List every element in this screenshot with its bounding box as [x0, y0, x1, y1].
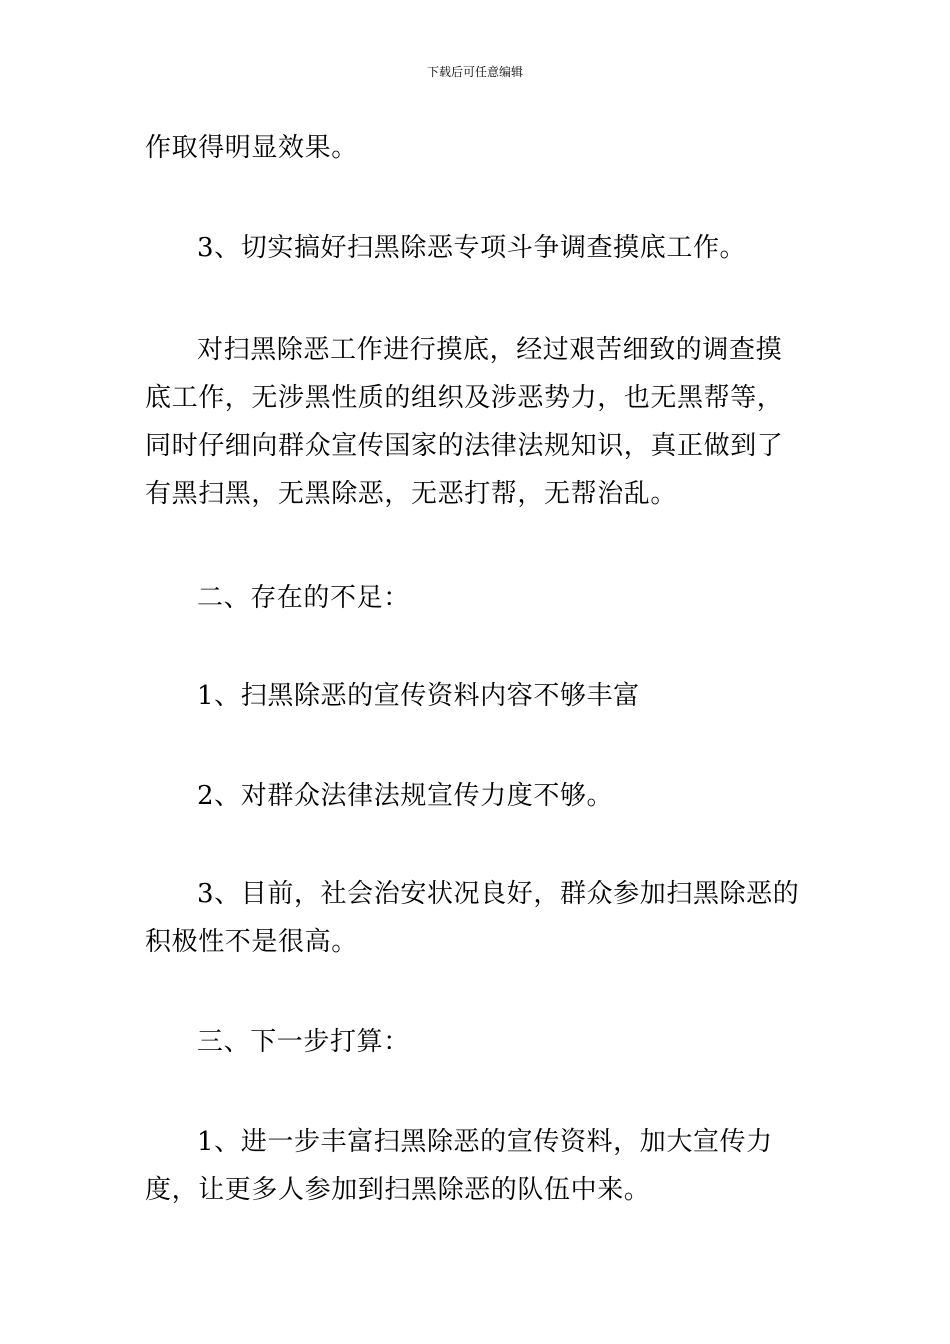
page-header-note: 下载后可任意编辑 — [426, 65, 523, 79]
paragraph-shortcoming-3: 3、目前，社会治安状况良好，群众参加扫黑除恶的积极性不是很高。 — [145, 879, 800, 957]
paragraph-next-step-1: 1、进一步丰富扫黑除恶的宣传资料，加大宣传力度，让更多人参加到扫黑除恶的队伍中来。 — [145, 1127, 773, 1205]
paragraph-item-3-investigation: 3、切实搞好扫黑除恶专项斗争调查摸底工作。 — [197, 233, 747, 263]
paragraph-shortcoming-1: 1、扫黑除恶的宣传资料内容不够丰富 — [197, 681, 640, 711]
paragraph-investigation-detail: 对扫黑除恶工作进行摸底，经过艰苦细致的调查摸底工作，无涉黑性质的组织及涉恶势力，也无黑帮等，同时仔细向群众宣传国家的法律法规知识，真正做到了有黑扫黑，无黑除恶，无恶打帮，无帮治乱。 — [145, 335, 784, 509]
section-heading-shortcomings: 二、存在的不足： — [197, 583, 410, 613]
paragraph-continuation: 作取得明显效果。 — [145, 133, 358, 163]
paragraph-shortcoming-2: 2、对群众法律法规宣传力度不够。 — [197, 781, 614, 811]
section-heading-next-steps: 三、下一步打算： — [197, 1027, 410, 1057]
